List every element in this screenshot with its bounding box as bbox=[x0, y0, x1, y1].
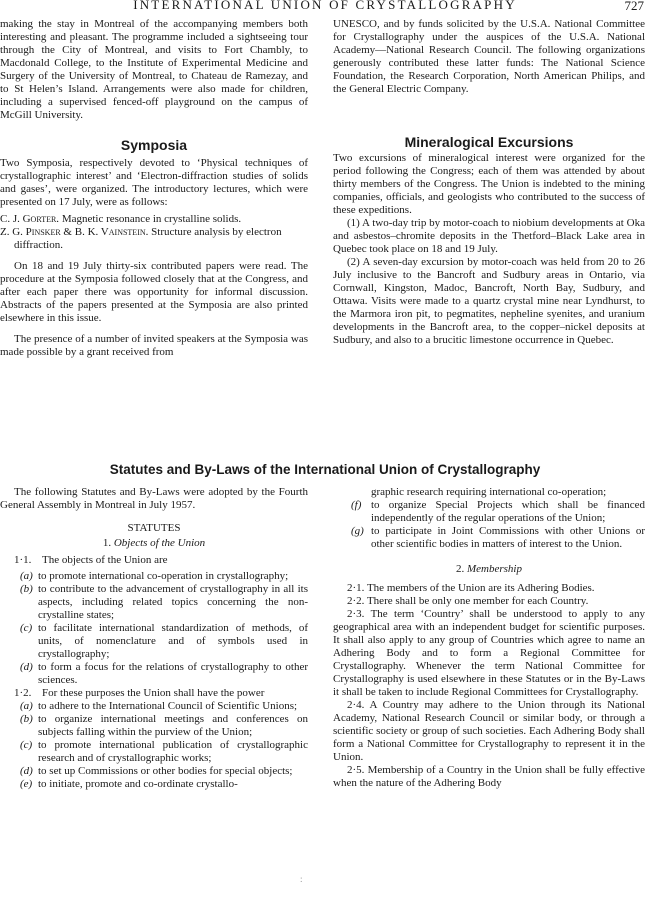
clause-1-2-number: 1·2. bbox=[14, 687, 32, 699]
left-column-lower bbox=[0, 486, 308, 791]
item-text: to facilitate international standardization of methods, of units, of nomenclature and of symbols used in crystallography; bbox=[38, 622, 308, 660]
statutes-intro: The following Statutes and By-Laws were adopted by the Fourth General Assembly in Montreal in July 1957. bbox=[0, 486, 308, 511]
clause-1-2-item bbox=[333, 525, 645, 551]
clause-2-3: 2·3. The term ‘Country’ shall be understood to apply to any geographical area with an independent budget for scientific purposes. It shall also apply to any group of Countries which agree to name an Adhering Body and to form a Regional Committee for Crystallography. Whenever the term National Committee for Crystallography is used elsewhere in these Statutes or in the By-Laws it shall be taken to include Regional Committees for Crystallography. bbox=[333, 608, 645, 698]
symposia-paragraph-3: The presence of a number of invited speakers at the Symposia was made possible by a grant received from bbox=[0, 333, 308, 358]
item-label: (f) bbox=[351, 499, 362, 511]
clause-2-2: 2·2. There shall be only one member for each Country. bbox=[347, 595, 589, 607]
item-text: graphic research requiring international co-operation; bbox=[371, 486, 607, 498]
clause-1-1-number: 1·1. bbox=[14, 554, 32, 566]
section-1-name: Objects of the Union bbox=[113, 537, 206, 549]
ref2-author: Z. G. Pinsker & B. K. Vainstein. bbox=[0, 226, 149, 238]
clause-1-2-item bbox=[0, 778, 308, 791]
clause-2-4: 2·4. A Country may adhere to the Union through its National Academy, National Research Council or similar body, or through a scientific society or group of such societies. Each Adhering Body shall form a National Committee for Crystallography to represent it in the Union. bbox=[333, 699, 645, 763]
clause-2-1: 2·1. The members of the Union are its Adhering Bodies. bbox=[347, 582, 595, 594]
symposia-paragraph-2: On 18 and 19 July thirty-six contributed papers were read. The procedure at the Symposia followed closely that at the Congress, and after each paper there was opportunity for informal discussion. Abstracts of the papers presented at the Symposia are also printed elsewhere in this issue. bbox=[0, 260, 308, 324]
footer-mark: : bbox=[300, 874, 303, 884]
clause-1-2-item bbox=[0, 739, 308, 765]
item-label: (c) bbox=[20, 622, 33, 634]
ref2-text: Structure analysis by electron diffraction. bbox=[14, 226, 282, 251]
item-text: to contribute to the advancement of crystallography in all its aspects, including related topics concerning the non-crystalline states; bbox=[38, 583, 308, 621]
left-column-upper bbox=[0, 18, 308, 359]
statutes-title: Statutes and By-Laws of the International Union of Crystallography bbox=[109, 462, 541, 477]
item-label: (a) bbox=[20, 570, 33, 582]
ref1-author: C. J. Gorter. bbox=[0, 213, 60, 225]
clause-2-5: 2·5. Membership of a Country in the Union shall be fully effective when the nature of the Adhering Body bbox=[333, 764, 645, 789]
item-label: (d) bbox=[20, 765, 33, 777]
reference-2 bbox=[0, 226, 308, 252]
symposia-paragraph-1: Two Symposia, respectively devoted to ‘Physical techniques of crystallographic interest’ and ‘Electron-diffraction studies of solids and gases’, were organized. The introductory lectures, which were presented on 17 July, were as follows: bbox=[0, 157, 308, 208]
ref1-text: Magnetic resonance in crystalline solids. bbox=[59, 213, 242, 225]
excursions-paragraph-3: (2) A seven-day excursion by motor-coach was held from 20 to 26 July inclusive to the Bancroft and Sudbury areas in Ontario, via Cornwall, Kingston, Madoc, Bancroft, North Bay, Sudbury, and Ottawa. Visits were made to a quartz crystal mine near Lyndhurst, to the Marmora iron pit, to pegmatites, nepheline syenites, and uranium developments in the Bancroft area, to the copper–nickel deposits at Sudbury, and also to a brucitic limestone occurrence in Quebec. bbox=[333, 256, 645, 346]
item-text: to promote international co-operation in crystallography; bbox=[38, 570, 289, 582]
item-text: to adhere to the International Council of Scientific Unions; bbox=[38, 700, 298, 712]
excursions-paragraph-1: Two excursions of mineralogical interest were organized for the period following the Congress; each of them was attended by about thirty members of the Congress. The Union is indebted to the mining companies, officials, and geologists who contributed to the success of these expeditions. bbox=[333, 152, 645, 216]
item-text: to set up Commissions or other bodies for special objects; bbox=[38, 765, 293, 777]
section-1-title bbox=[0, 537, 308, 550]
excursions-heading: Mineralogical Excursions bbox=[404, 134, 574, 150]
clause-1-2-item bbox=[0, 765, 308, 778]
clause-1-1-item bbox=[0, 661, 308, 687]
page-number: 727 bbox=[624, 0, 644, 13]
item-label: (d) bbox=[20, 661, 33, 673]
item-text: to organize international meetings and conferences on subjects falling within the purview of the Union; bbox=[38, 713, 308, 738]
funding-paragraph: UNESCO, and by funds solicited by the U.S.A. National Committee for Crystallography under the auspices of the U.S.A. National Academy—National Research Council. The following organizations generously contributed these latter funds: The National Science Foundation, the Research Corporation, North American Philips, and the General Electric Company. bbox=[333, 18, 645, 95]
clause-1-2 bbox=[0, 687, 308, 700]
item-text: to initiate, promote and co-ordinate crystallo- bbox=[38, 778, 238, 790]
reference-1 bbox=[0, 213, 308, 226]
item-label: (b) bbox=[20, 713, 33, 725]
clause-1-1 bbox=[0, 554, 308, 567]
clause-1-2-item-continued bbox=[333, 486, 645, 499]
item-label: (g) bbox=[351, 525, 364, 537]
section-2-name: Membership bbox=[467, 563, 522, 575]
item-label: (b) bbox=[20, 583, 33, 595]
item-label: (e) bbox=[20, 778, 33, 790]
section-1-number: 1. bbox=[102, 537, 112, 549]
section-2-title bbox=[333, 563, 645, 576]
symposia-heading: Symposia bbox=[120, 137, 188, 153]
right-column-upper bbox=[333, 18, 645, 347]
clause-1-2-item bbox=[0, 713, 308, 739]
clause-1-2-item bbox=[0, 700, 308, 713]
clause-1-2-text: For these purposes the Union shall have the power bbox=[42, 687, 265, 699]
intro-paragraph: making the stay in Montreal of the accompanying members both interesting and pleasant. The programme included a sightseeing tour through the City of Montreal, and visits to Fort Chambly, to Macdonald College, to the Institute of Experimental Medicine and Surgery of the University of Montreal, to Chateau de Ramezay, and to St Helen’s Island. Arrangements were also made for children, including a supervised fenced-off playground on the campus of McGill University. bbox=[0, 18, 308, 121]
excursions-paragraph-2: (1) A two-day trip by motor-coach to niobium developments at Oka and asbestos–chromite deposits in the Thetford–Black Lake area in Quebec took place on 18 and 19 July. bbox=[333, 217, 645, 255]
item-label: (c) bbox=[20, 739, 33, 751]
clause-1-1-text: The objects of the Union are bbox=[42, 554, 168, 566]
clause-1-1-item bbox=[0, 570, 308, 583]
item-text: to organize Special Projects which shall be financed independently of the regular operations of the Union; bbox=[371, 499, 645, 524]
running-head: INTERNATIONAL UNION OF CRYSTALLOGRAPHY bbox=[133, 0, 517, 12]
item-text: to participate in Joint Commissions with other Unions or other scientific bodies in matters of interest to the Union. bbox=[371, 525, 645, 550]
right-column-lower bbox=[333, 486, 645, 790]
item-label: (a) bbox=[20, 700, 33, 712]
section-2-number: 2. bbox=[456, 563, 465, 575]
clause-1-1-item bbox=[0, 583, 308, 622]
clause-1-1-item bbox=[0, 622, 308, 661]
clause-1-2-item bbox=[333, 499, 645, 525]
item-text: to form a focus for the relations of crystallography to other sciences. bbox=[38, 661, 308, 686]
item-text: to promote international publication of crystallographic research and of crystallographic works; bbox=[38, 739, 308, 764]
statutes-heading: STATUTES bbox=[127, 522, 181, 534]
